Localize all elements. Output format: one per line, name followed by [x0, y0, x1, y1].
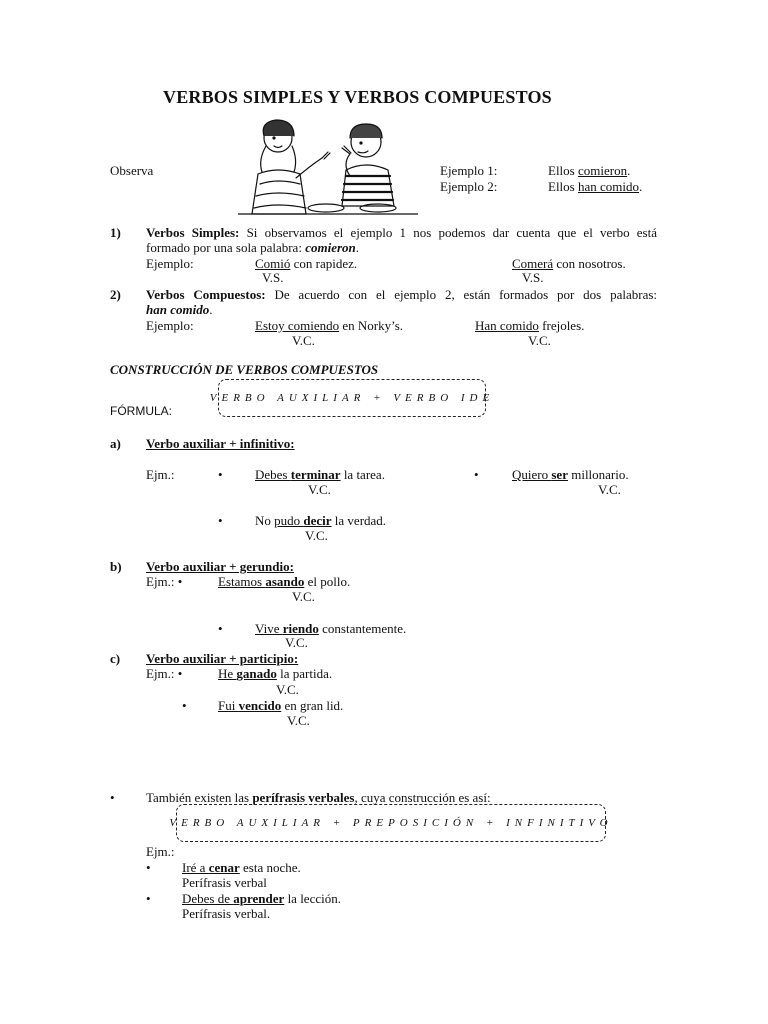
section-c-number: c) [110, 651, 121, 666]
section-1-example-2-tag: V.S. [522, 270, 544, 285]
section-a-example-2: Quiero ser millonario. [512, 467, 629, 482]
section-2-example-2-tag: V.C. [528, 333, 551, 348]
section-b-example-1-tag: V.C. [292, 589, 315, 604]
bullet: • [182, 698, 187, 713]
formula-box-2: VERBO AUXILIAR + PREPOSICIÓN + INFINITIVO [176, 804, 606, 842]
section-b-ejm: Ejm.: • [146, 574, 183, 589]
children-eating-illustration [238, 116, 418, 218]
bullet: • [218, 467, 223, 482]
section-a-example-1: Debes terminar la tarea. [255, 467, 385, 482]
section-1-example-1-tag: V.S. [262, 270, 284, 285]
section-1-number: 1) [110, 225, 121, 240]
bullet: • [218, 513, 223, 528]
section-c-ejm: Ejm.: • [146, 666, 183, 681]
ejemplo-1-label: Ejemplo 1: [440, 163, 498, 178]
section-1-example-1: Comió con rapidez. [255, 256, 358, 271]
perifrasis-example-2-tag: Perífrasis verbal. [182, 906, 271, 921]
section-2-line2: han comido. [146, 302, 213, 317]
construccion-heading: CONSTRUCCIÓN DE VERBOS COMPUESTOS [110, 362, 379, 377]
perifrasis-example-1-tag: Perífrasis verbal [182, 875, 267, 890]
ejemplo-2-label: Ejemplo 2: [440, 179, 498, 194]
ejemplo-1-sentence: Ellos comieron. [548, 163, 631, 178]
section-a-example-3: No pudo decir la verdad. [255, 513, 387, 528]
bullet: • [146, 860, 151, 875]
section-a-example-2-tag: V.C. [598, 482, 621, 497]
perifrasis-ejm: Ejm.: [146, 844, 175, 859]
section-c-example-2: Fui vencido en gran lid. [218, 698, 344, 713]
section-b-number: b) [110, 559, 122, 574]
section-1-ejemplo-label: Ejemplo: [146, 256, 194, 271]
section-a-heading: Verbo auxiliar + infinitivo: [146, 436, 295, 451]
section-a-example-3-tag: V.C. [305, 528, 328, 543]
observa-label: Observa [110, 163, 154, 178]
section-c-example-2-tag: V.C. [287, 713, 310, 728]
bullet: • [146, 891, 151, 906]
perifrasis-example-1: Iré a cenar esta noche. [182, 860, 301, 875]
section-1-line1: Verbos Simples: Si observamos el ejemplo 1 nos podemos dar cuenta que el verbo está [146, 225, 657, 240]
perifrasis-example-2: Debes de aprender la lección. [182, 891, 341, 906]
section-b-heading: Verbo auxiliar + gerundio: [146, 559, 294, 574]
section-a-example-1-tag: V.C. [308, 482, 331, 497]
section-c-example-1-tag: V.C. [276, 682, 299, 697]
section-b-example-1: Estamos asando el pollo. [218, 574, 351, 589]
section-a-ejm: Ejm.: [146, 467, 175, 482]
perifrasis-intro: También existen las perífrasis verbales, cuya construcción es así: [146, 790, 491, 805]
page-title: VERBOS SIMPLES Y VERBOS COMPUESTOS [163, 87, 552, 107]
section-b-example-2-tag: V.C. [285, 635, 308, 650]
ejemplo-1-verb: comieron [577, 163, 628, 178]
bullet: • [474, 467, 479, 482]
section-1-example-2: Comerá con nosotros. [512, 256, 626, 271]
bullet: • [218, 621, 223, 636]
section-2-line1: Verbos Compuestos: De acuerdo con el ejemplo 2, están formados por dos palabras: [146, 287, 658, 302]
section-a-number: a) [110, 436, 121, 451]
formula-box-1: VERBO AUXILIAR + VERBO IDE [218, 379, 486, 417]
section-2-number: 2) [110, 287, 121, 302]
section-c-example-1: He ganado la partida. [218, 666, 333, 681]
section-2-example-1-tag: V.C. [292, 333, 315, 348]
section-c-heading: Verbo auxiliar + participio: [146, 651, 299, 666]
formula-label: FÓRMULA: [110, 404, 173, 418]
section-2-example-2: Han comido frejoles. [475, 318, 585, 333]
section-1-line2: formado por una sola palabra: comieron. [146, 240, 360, 255]
ejemplo-2-sentence: Ellos han comido. [548, 179, 643, 194]
section-b-example-2: Vive riendo constantemente. [255, 621, 407, 636]
section-2-ejemplo-label: Ejemplo: [146, 318, 194, 333]
section-2-example-1: Estoy comiendo en Norky’s. [255, 318, 404, 333]
ejemplo-2-verb: han comido [577, 179, 639, 194]
bullet: • [110, 790, 115, 805]
